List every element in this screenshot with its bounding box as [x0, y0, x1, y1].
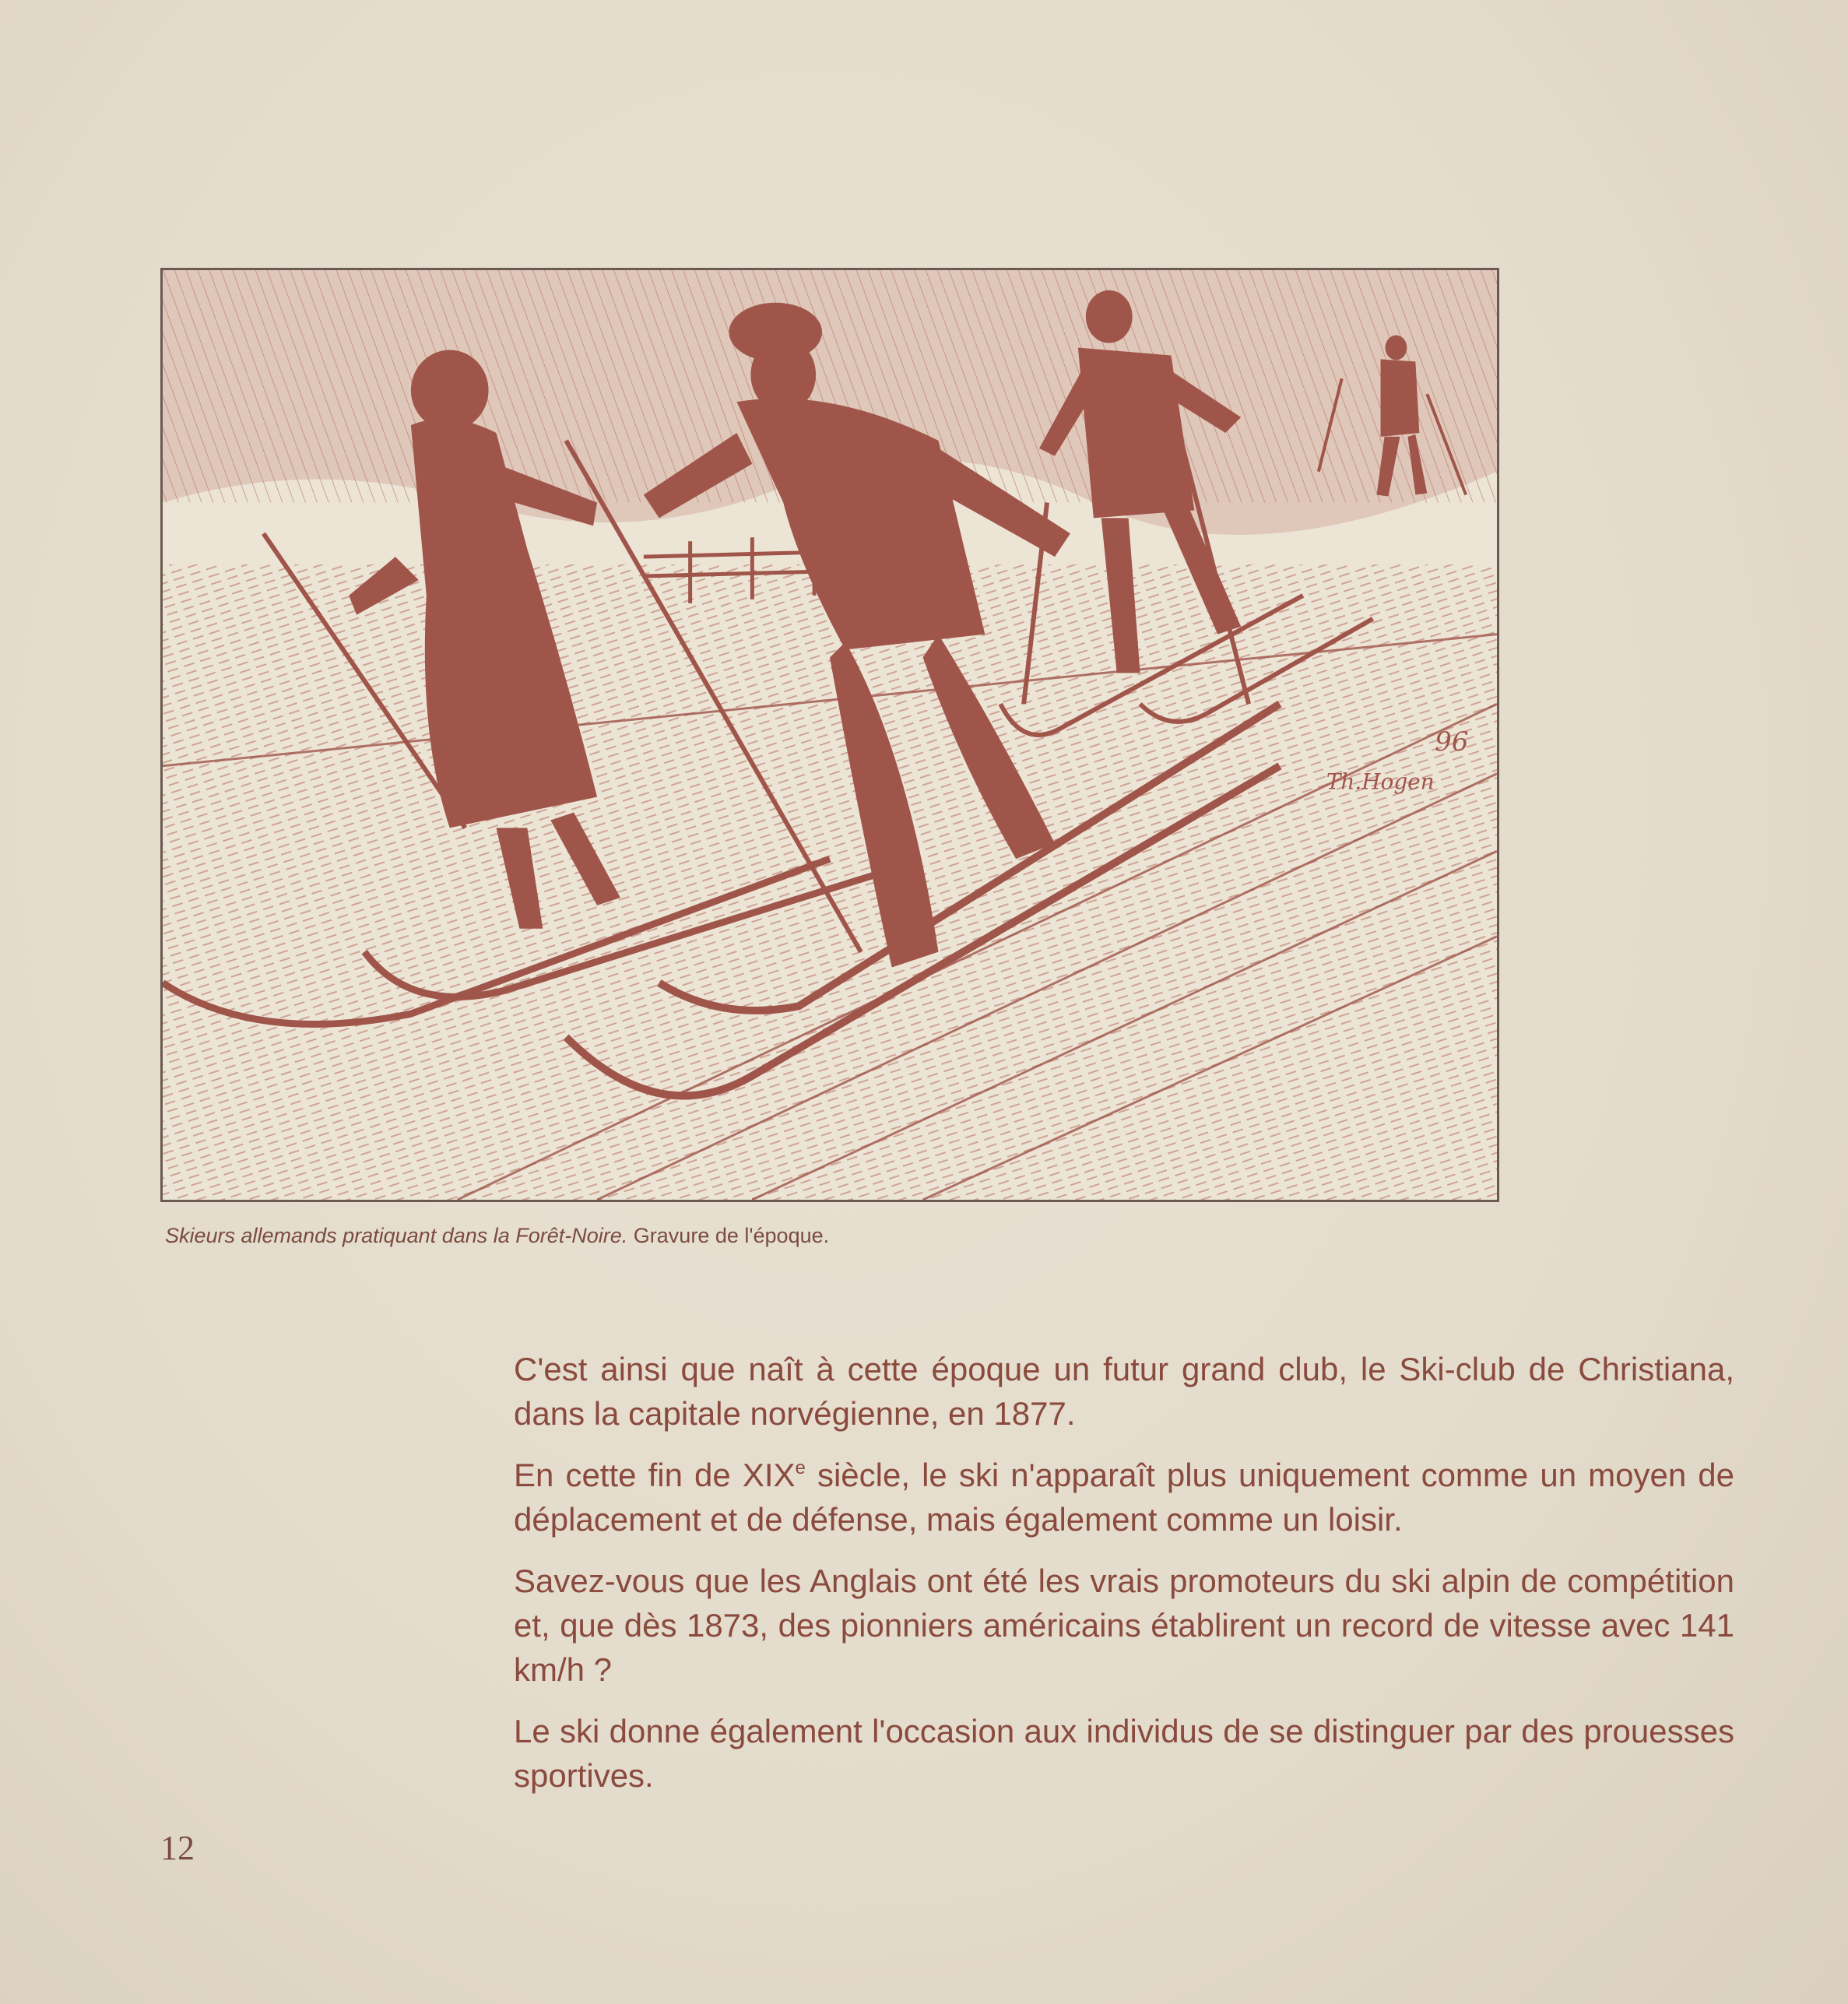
paragraph-4: Le ski donne également l'occasion aux individus de se distinguer par des prouesses sportives.: [514, 1713, 1734, 1794]
body-text: [514, 1347, 1734, 1815]
page-number: 12: [160, 1829, 195, 1867]
skiers-engraving: [163, 270, 1497, 1200]
engraving-signature-year: 96: [1435, 726, 1469, 757]
paragraph-2-end: siècle, le ski n'apparaît plus uniquement comme un moyen de déplacement et de défense, mais également comme un loisir.: [514, 1457, 1734, 1538]
figure-caption: [165, 1224, 1488, 1248]
paragraph-1: C'est ainsi que naît à cette époque un futur grand club, le Ski-club de Christiana, dans la capitale norvégienne, en 1877.: [514, 1351, 1734, 1432]
paragraph-2-start: En cette fin de XIX: [514, 1457, 796, 1493]
paragraph-2-superscript: e: [795, 1457, 806, 1478]
paragraph-2: [514, 1453, 1734, 1542]
caption-normal: Gravure de l'époque.: [627, 1224, 830, 1247]
engraving-signature-name: Th.Hogen: [1326, 768, 1435, 795]
engraving-illustration: [160, 268, 1499, 1202]
paragraph-3: Savez-vous que les Anglais ont été les vrais promoteurs du ski alpin de compétition et, que dès 1873, des pionniers américains établirent un record de vitesse avec 141 km/h ?: [514, 1563, 1734, 1688]
caption-italic: Skieurs allemands pratiquant dans la Forêt-Noire.: [165, 1224, 628, 1247]
